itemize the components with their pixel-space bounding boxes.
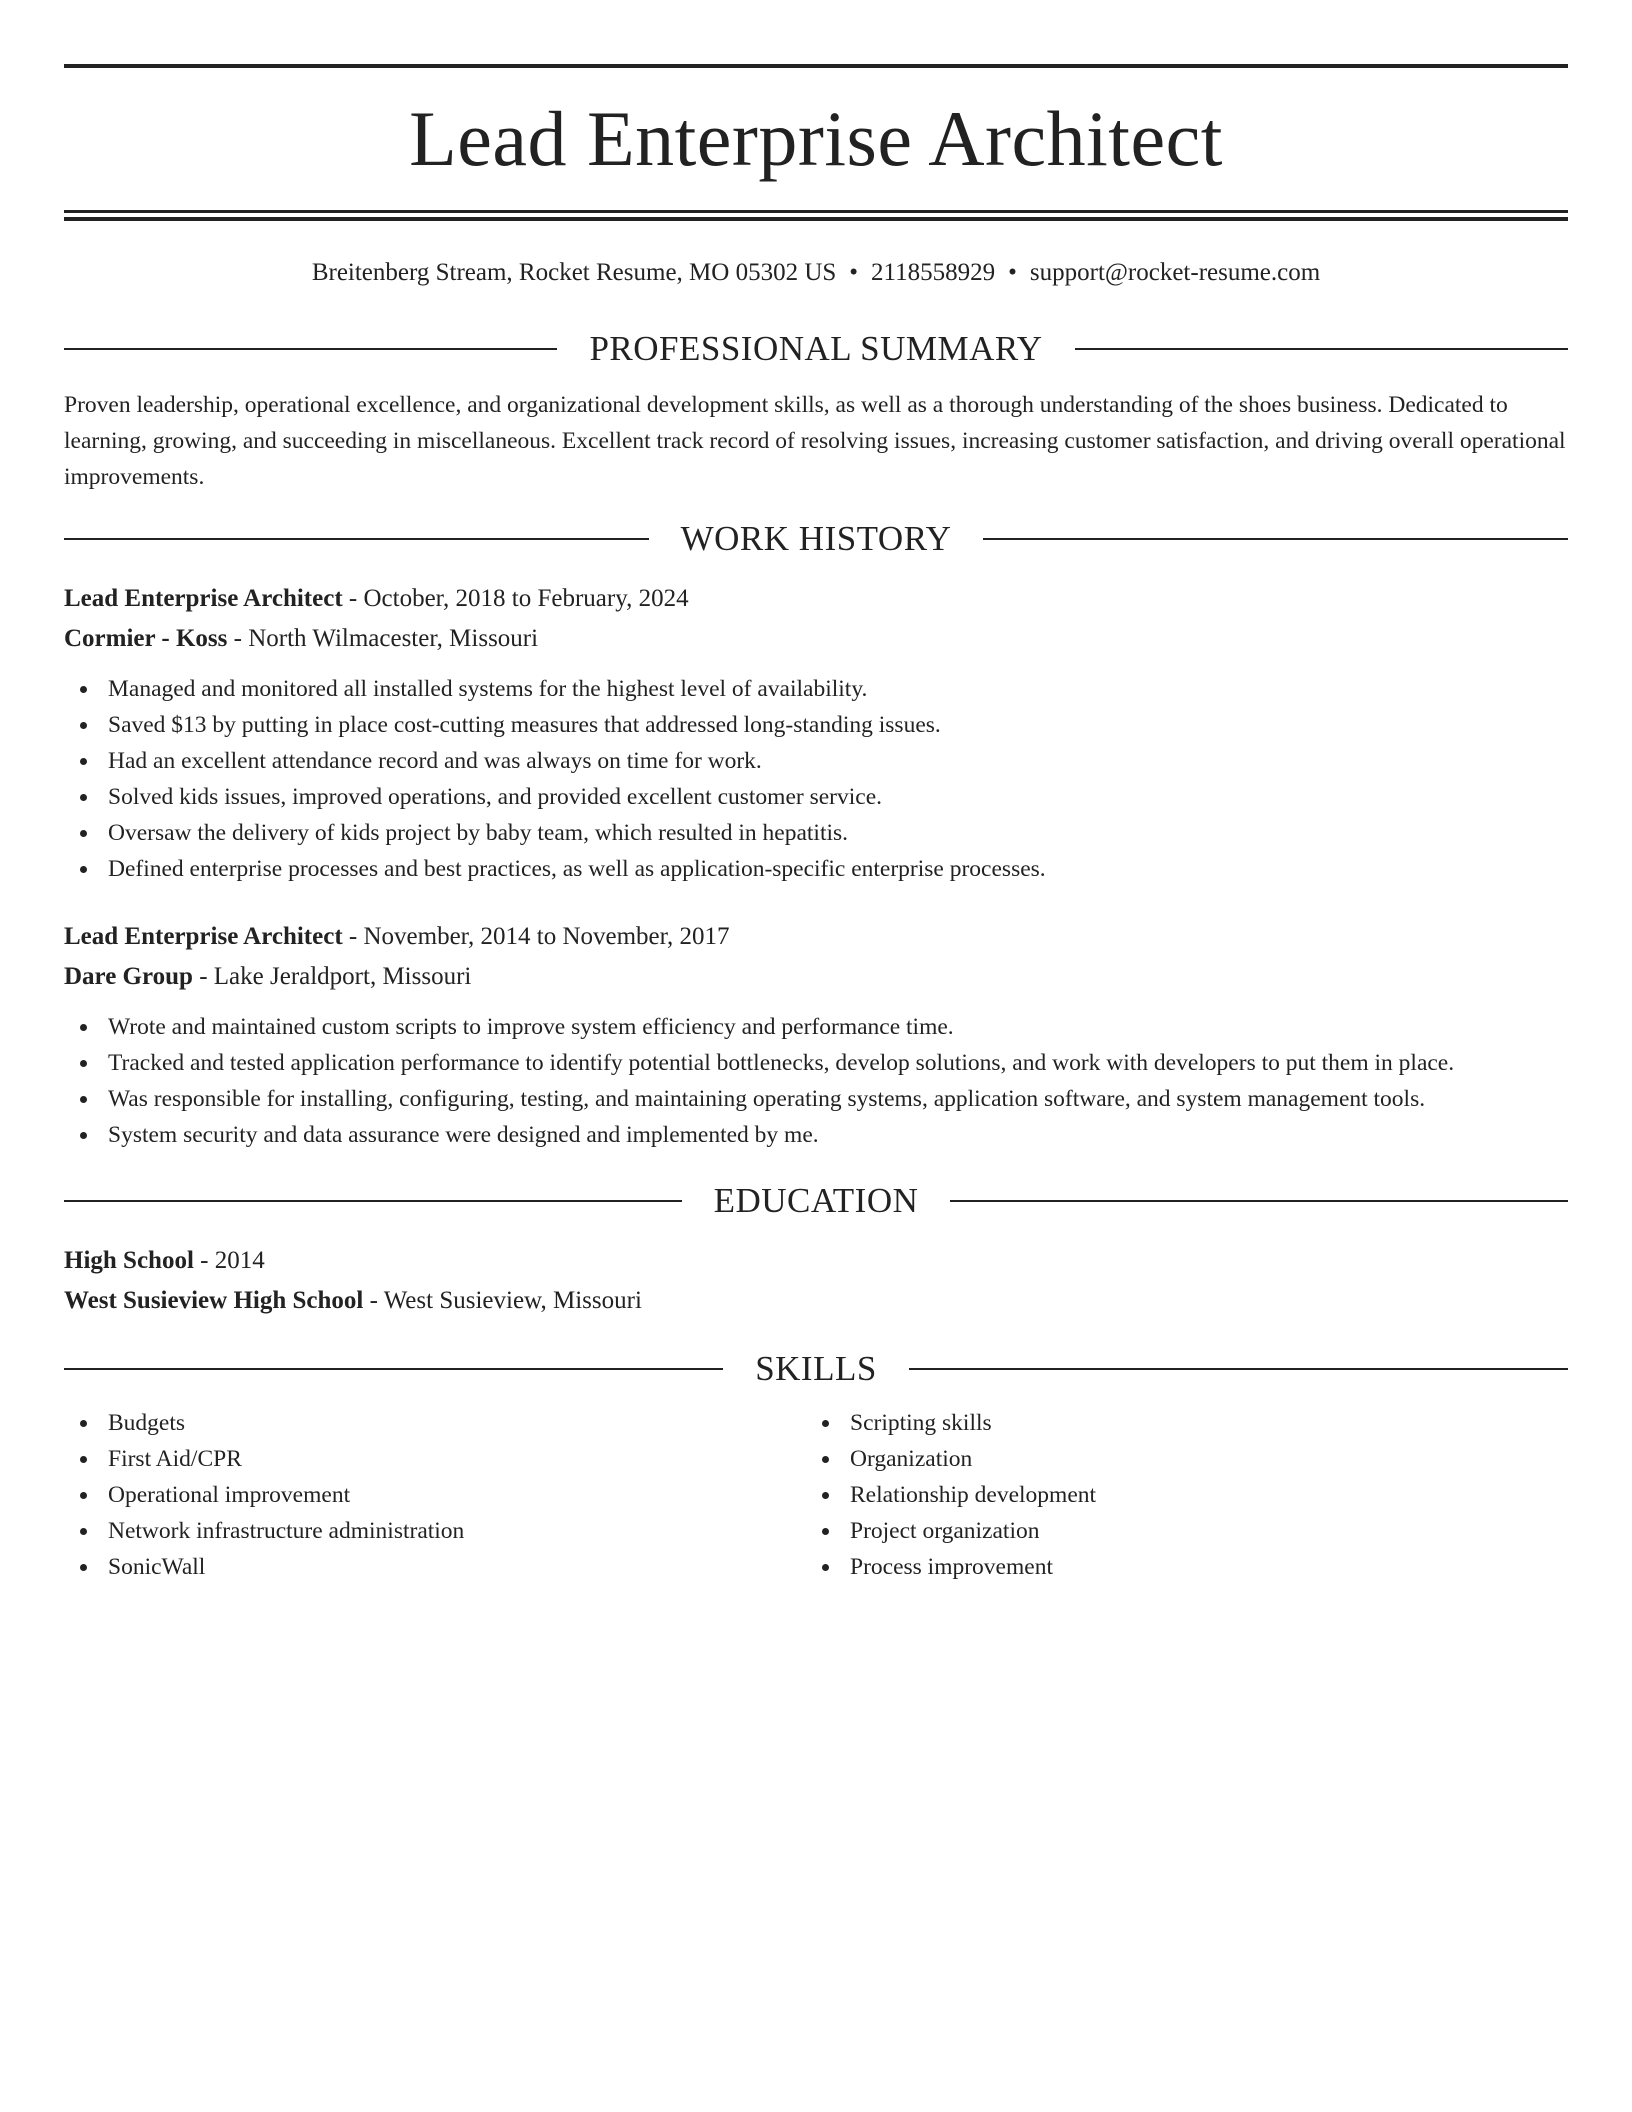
list-item: Tracked and tested application performance to identify potential bottlenecks, develop solutions, and work with developers to put them in place. — [64, 1045, 1568, 1081]
heading-rule-right — [950, 1200, 1568, 1202]
education-year: - 2014 — [193, 1247, 265, 1274]
list-item: Relationship development — [806, 1477, 1548, 1513]
list-item: Solved kids issues, improved operations, and provided excellent customer service. — [64, 779, 1568, 815]
list-item: System security and data assurance were designed and implemented by me. — [64, 1117, 1568, 1153]
job-title-line — [64, 579, 1568, 619]
education-school-line — [64, 1281, 1568, 1321]
job-location: - Lake Jeraldport, Missouri — [192, 963, 472, 990]
list-item: Defined enterprise processes and best practices, as well as application-specific enterprise processes. — [64, 851, 1568, 887]
list-item: Managed and monitored all installed systems for the highest level of availability. — [64, 671, 1568, 707]
contact-line — [64, 257, 1568, 289]
list-item: SonicWall — [64, 1549, 806, 1585]
job-location: - North Wilmacester, Missouri — [227, 625, 539, 652]
education-degree: High School — [64, 1247, 194, 1274]
summary-section-heading — [64, 329, 1568, 369]
list-item: Saved $13 by putting in place cost-cutting measures that addressed long-standing issues. — [64, 707, 1568, 743]
list-item: Wrote and maintained custom scripts to improve system efficiency and performance time. — [64, 1009, 1568, 1045]
job-bullets — [64, 1009, 1568, 1153]
list-item: Had an excellent attendance record and was always on time for work. — [64, 743, 1568, 779]
list-item: First Aid/CPR — [64, 1441, 806, 1477]
list-item: Oversaw the delivery of kids project by baby team, which resulted in hepatitis. — [64, 815, 1568, 851]
work-heading-text: WORK HISTORY — [680, 519, 952, 558]
education-entry — [64, 1241, 1568, 1321]
heading-rule-right — [909, 1368, 1568, 1370]
job-title: Lead Enterprise Architect — [64, 923, 343, 950]
page-title: Lead Enterprise Architect — [409, 95, 1223, 182]
job-company: Dare Group — [64, 963, 193, 990]
skills-bullets — [806, 1405, 1548, 1585]
contact-separator: • — [849, 259, 859, 286]
job-company-line — [64, 957, 1568, 997]
summary-text: Proven leadership, operational excellence, and organizational development skills, as well as a thorough understanding of the shoes business. Dedicated to learning, growing, and succeeding in miscellaneous. Excellent track record of resolving issues, increasing customer satisfaction, and driving overall operational improvements. — [64, 392, 1566, 490]
title-double-rule — [64, 210, 1568, 221]
list-item: Process improvement — [806, 1549, 1548, 1585]
list-item: Organization — [806, 1441, 1548, 1477]
heading-rule-right — [1075, 348, 1568, 350]
contact-phone: 2118558929 — [871, 259, 996, 286]
summary-heading-text: PROFESSIONAL SUMMARY — [589, 329, 1043, 368]
top-rule — [64, 64, 1568, 68]
job-entry — [64, 579, 1568, 887]
list-item: Was responsible for installing, configuring, testing, and maintaining operating systems, application software, and system management tools. — [64, 1081, 1568, 1117]
skills-bullets — [64, 1405, 806, 1585]
job-title: Lead Enterprise Architect — [64, 585, 343, 612]
list-item: Operational improvement — [64, 1477, 806, 1513]
skills-heading-text: SKILLS — [755, 1349, 877, 1388]
education-degree-line — [64, 1241, 1568, 1281]
list-item: Budgets — [64, 1405, 806, 1441]
contact-separator: • — [1008, 259, 1017, 286]
education-section-heading — [64, 1181, 1568, 1221]
education-heading-text: EDUCATION — [713, 1181, 919, 1220]
work-section-heading — [64, 519, 1568, 559]
contact-email: support@rocket-resume.com — [1029, 259, 1321, 286]
education-location: - West Susieview, Missouri — [363, 1287, 642, 1314]
skills-column-left — [64, 1405, 806, 1585]
job-company-line — [64, 619, 1568, 659]
contact-address: Breitenberg Stream, Rocket Resume, MO 05302 US — [311, 259, 837, 286]
heading-rule-right — [983, 538, 1568, 540]
skills-section-heading — [64, 1349, 1568, 1389]
heading-rule-left — [64, 348, 557, 350]
skills-list — [64, 1405, 1568, 1585]
education-school: West Susieview High School — [64, 1287, 364, 1314]
job-dates: - October, 2018 to February, 2024 — [342, 585, 689, 612]
job-dates: - November, 2014 to November, 2017 — [342, 923, 730, 950]
list-item: Network infrastructure administration — [64, 1513, 806, 1549]
job-bullets — [64, 671, 1568, 887]
job-title-line — [64, 917, 1568, 957]
skills-column-right — [806, 1405, 1548, 1585]
list-item: Project organization — [806, 1513, 1548, 1549]
resume-page — [64, 64, 1568, 1585]
job-company: Cormier - Koss — [64, 625, 228, 652]
heading-rule-left — [64, 1200, 682, 1202]
heading-rule-left — [64, 1368, 723, 1370]
job-entry — [64, 917, 1568, 1153]
heading-rule-left — [64, 538, 649, 540]
list-item: Scripting skills — [806, 1405, 1548, 1441]
